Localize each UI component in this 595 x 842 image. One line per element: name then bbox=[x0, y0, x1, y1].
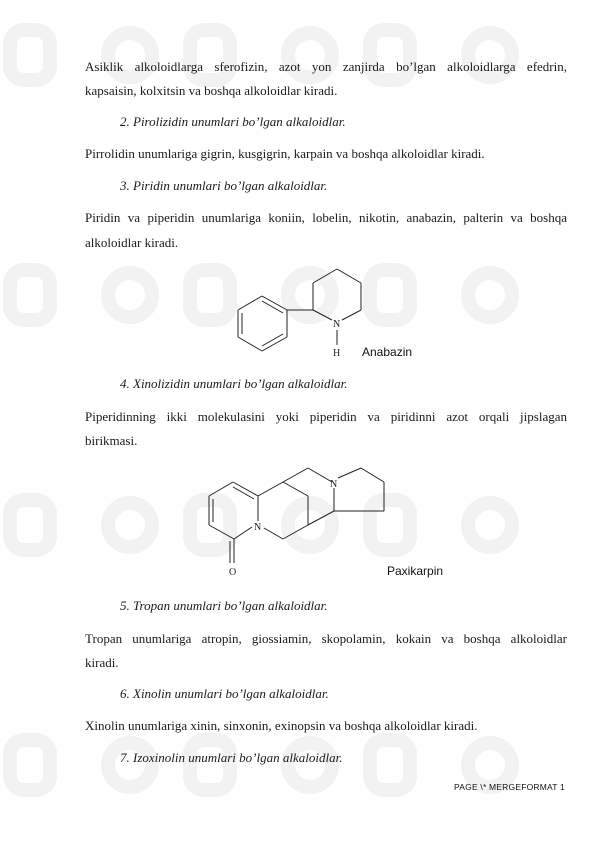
section-heading: 6. Xinolin unumlari bo’lgan alkaloidlar. bbox=[120, 686, 329, 701]
section-heading: 7. Izoxinolin unumlari bo’lgan alkaloidlar. bbox=[120, 750, 343, 765]
paragraph-line: Asiklik alkoloidlarga sferofizin, azot yon zanjirda bo’lgan alkoloidlarga efedrin, bbox=[85, 59, 567, 74]
atom-h-label: H bbox=[333, 348, 341, 359]
paragraph-line: Piperidinning ikki molekulasini yoki piperidin va piridinni azot orqali jipslagan bbox=[85, 409, 567, 424]
paragraph-line: kiradi. bbox=[85, 655, 119, 670]
section-heading: 2. Pirolizidin unumlari bo’lgan alkaloidlar. bbox=[120, 114, 346, 129]
page-footer: PAGE \* MERGEFORMAT 1 bbox=[454, 782, 565, 792]
atom-n-label: N bbox=[333, 319, 341, 330]
figure-caption-paxikarpin: Paxikarpin bbox=[387, 564, 444, 578]
paragraph-line: kapsaisin, kolxitsin va boshqa alkoloidlar kiradi. bbox=[85, 83, 338, 98]
section-heading: 5. Tropan unumlari bo’lgan alkaloidlar. bbox=[120, 598, 328, 613]
atom-n1-label: N bbox=[254, 522, 262, 533]
paragraph-line: birikmasi. bbox=[85, 433, 138, 448]
atom-o-label: O bbox=[229, 567, 237, 578]
figure-caption-anabazin: Anabazin bbox=[362, 345, 413, 359]
paragraph-line: alkoloidlar kiradi. bbox=[85, 235, 179, 250]
paragraph-line: Xinolin unumlariga xinin, sinxonin, exinopsin va boshqa alkoloidlar kiradi. bbox=[85, 718, 478, 733]
paragraph-line: Tropan unumlariga atropin, giossiamin, skopolamin, kokain va boshqa alkoloidlar bbox=[85, 631, 567, 646]
paragraph-line: Pirrolidin unumlariga gigrin, kusgigrin, karpain va boshqa alkoloidlar kiradi. bbox=[85, 146, 485, 161]
atom-n2-label: N bbox=[330, 479, 338, 490]
section-heading: 3. Piridin unumlari bo’lgan alkaloidlar. bbox=[120, 178, 328, 193]
paragraph-line: Piridin va piperidin unumlariga koniin, lobelin, nikotin, anabazin, palterin va boshqa bbox=[85, 210, 567, 225]
section-heading: 4. Xinolizidin unumlari bo’lgan alkaloidlar. bbox=[120, 376, 348, 391]
